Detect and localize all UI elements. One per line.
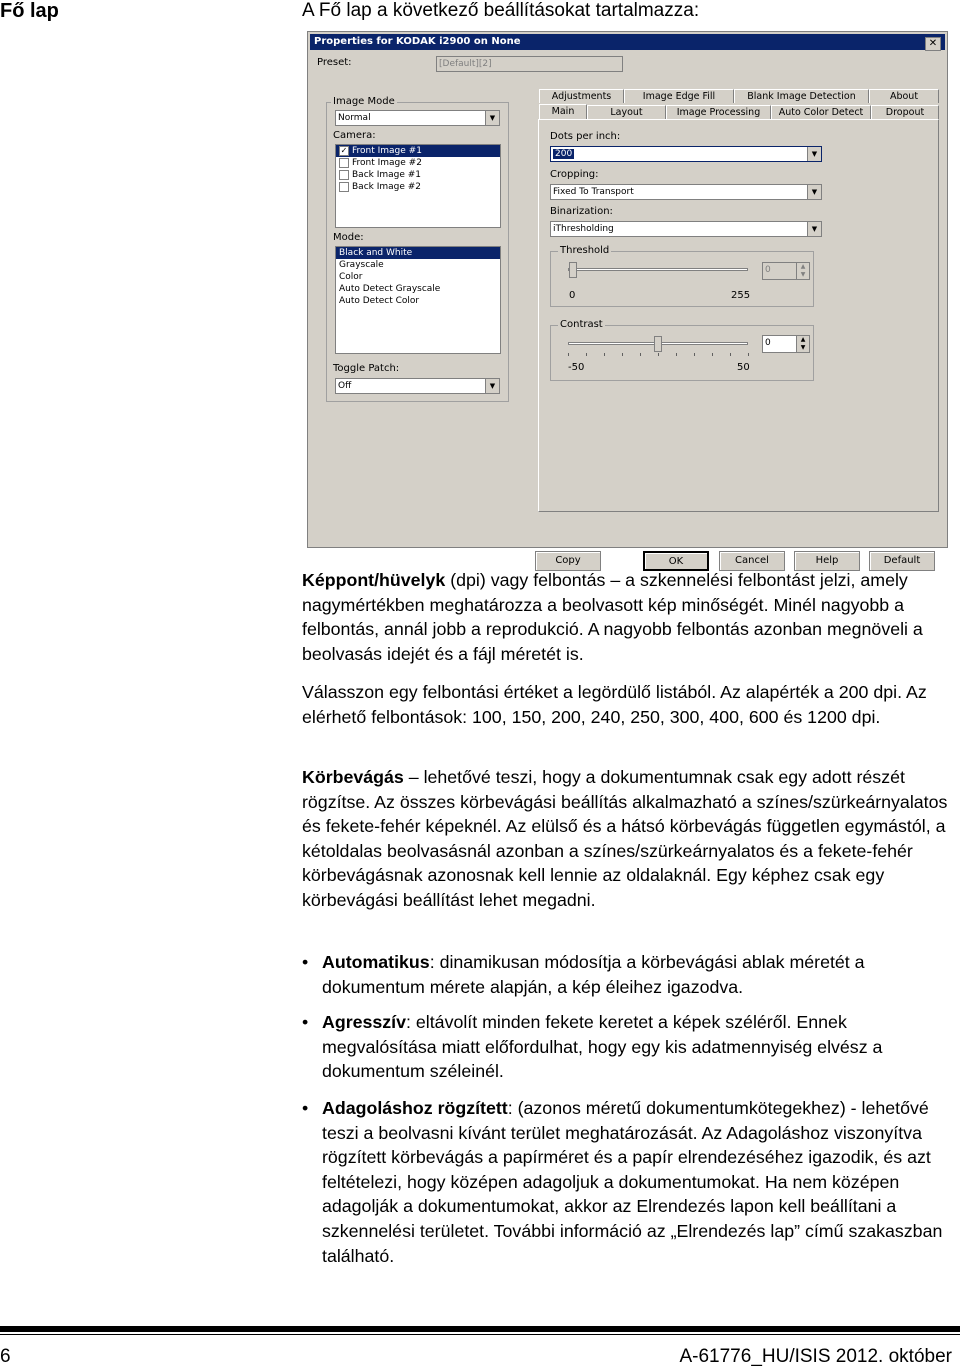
slider-tick <box>676 353 677 356</box>
image-mode-value: Normal <box>338 113 371 123</box>
document-id: A-61776_HU/ISIS 2012. október <box>679 1346 952 1367</box>
camera-item-label: Front Image #2 <box>352 158 422 168</box>
term-cropping: Körbevágás <box>302 767 404 787</box>
slider-tick <box>586 353 587 356</box>
tab-dropout[interactable]: Dropout <box>871 105 939 119</box>
chevron-down-icon[interactable]: ▼ <box>807 147 821 161</box>
slider-tick <box>712 353 713 356</box>
footer-rule <box>0 1326 960 1332</box>
tab-layout[interactable]: Layout <box>587 105 666 119</box>
paragraph-resolution-values: Válasszon egy felbontási értéket a legördülő listából. Az alapérték a 200 dpi. Az elérhető felbontások: 100, 150, 200, 240, 250, 300, 400, 600 és 1200 dpi. <box>302 682 927 727</box>
help-button[interactable]: Help <box>794 551 860 571</box>
toggle-patch-label: Toggle Patch: <box>333 363 400 374</box>
preset-label: Preset: <box>317 57 352 68</box>
cropping-value: Fixed To Transport <box>553 187 634 197</box>
slider-tick <box>640 353 641 356</box>
tab-about[interactable]: About <box>869 89 939 103</box>
contrast-max: 50 <box>737 362 750 373</box>
camera-label: Camera: <box>333 130 376 141</box>
spin-arrows-icon[interactable]: ▲ ▼ <box>796 263 809 279</box>
term-resolution: Képpont/hüvelyk <box>302 570 446 590</box>
cropping-label: Cropping: <box>550 169 599 180</box>
threshold-spinbox[interactable] <box>762 262 810 280</box>
slider-tick <box>622 353 623 356</box>
binarization-label: Binarization: <box>550 206 613 217</box>
aggressive-description: : eltávolít minden fekete keretet a képek széléről. Ennek megvalósítása miatt előfordulhat, hogy egy kis adatmennyiség elvész a dokumentum széleinél. <box>322 1012 883 1082</box>
paragraph-cropping <box>302 765 958 913</box>
fixed-to-transport-description: : (azonos méretű dokumentumkötegekhez) - lehetővé teszi a beolvasni kívánt terület meghatározását. Az Adagoláshoz viszonyítva rögzített körbevágás a papírméret és a papír elrendezéséhez igazodik, és azt feltételezi, hogy középen adagoljuk a dokumentumokat. Ha nem középen adagolják a dokumentumokat, akkor az Elrendezés lapon kell beállítani a szkennelési területet. További információ az „Elrendezés lap” című szakaszban található. <box>322 1098 943 1266</box>
preset-value: [Default][2] <box>439 59 492 69</box>
resolution-description: (dpi) vagy felbontás – a szkennelési felbontást jelzi, amely nagymértékben meghatározza a beolvasott kép minőségét. Minél nagyobb a felbontás, annál jobb a reprodukció. A nagyobb felbontás azonban megnöveli a beolvasás idejét és a fájl méretét is. <box>302 570 923 664</box>
slider-tick <box>748 353 749 356</box>
paragraph-resolution <box>302 568 958 666</box>
contrast-slider[interactable] <box>654 336 662 352</box>
spin-arrows-icon[interactable]: ▲ ▼ <box>796 336 809 352</box>
cancel-button[interactable]: Cancel <box>719 551 785 571</box>
main-tab-panel <box>307 31 948 567</box>
slider-tick <box>658 353 659 356</box>
slider-tick <box>568 353 569 356</box>
ok-button[interactable]: OK <box>643 551 709 571</box>
term-automatic: Automatikus <box>322 952 430 972</box>
bullet-fixed-to-transport <box>322 1096 958 1268</box>
tab-adjustments[interactable]: Adjustments <box>539 89 624 103</box>
section-title: Fő lap <box>0 0 59 22</box>
mode-item[interactable]: Black and White <box>336 247 500 259</box>
threshold-track <box>568 268 748 271</box>
toggle-patch-value: Off <box>338 381 352 391</box>
slider-tick <box>604 353 605 356</box>
mode-item[interactable]: Auto Detect Grayscale <box>339 284 441 294</box>
tab-auto-color-detect[interactable]: Auto Color Detect <box>771 105 871 119</box>
copy-button[interactable]: Copy <box>535 551 601 571</box>
contrast-spinbox[interactable] <box>762 335 810 353</box>
bullet-automatic <box>322 950 958 999</box>
bullet-marker: • <box>302 1098 309 1118</box>
tab-main[interactable]: Main <box>539 104 587 120</box>
checkbox-checked-icon[interactable]: ✓ <box>340 145 348 155</box>
bullet-marker: • <box>302 952 309 972</box>
cropping-description: – lehetővé teszi, hogy a dokumentumnak csak egy adott részét rögzítse. Az összes körbevágási beállítás alkalmazható a színes/szürkeárnyalatos és fekete-fehér képeknél. Az elülső és a hátsó körbevágás független egymástól, a kétoldalas beolvasásnál azonban a színes/szürkeárnyalatos és a fekete-fehér körbevágásnak azonosnak kell lennie az oldalaknál. Egy képhez csak egy körbevágási beállítást lehet megadni. <box>302 767 948 910</box>
threshold-slider[interactable] <box>569 262 577 278</box>
chevron-down-icon[interactable]: ▼ <box>807 222 821 236</box>
tab-blank-image-detection[interactable]: Blank Image Detection <box>734 89 869 103</box>
dpi-select[interactable] <box>550 146 822 162</box>
dialog-title: Properties for KODAK i2900 on None <box>314 36 521 47</box>
close-icon[interactable]: ✕ <box>925 37 941 51</box>
dpi-label: Dots per inch: <box>550 131 621 142</box>
contrast-label: Contrast <box>560 319 603 330</box>
mode-item[interactable]: Grayscale <box>339 260 384 270</box>
slider-tick <box>694 353 695 356</box>
camera-item-label: Back Image #1 <box>352 170 422 180</box>
footer-rule-thin <box>0 1334 960 1335</box>
bullet-marker: • <box>302 1012 309 1032</box>
chevron-down-icon[interactable]: ▼ <box>485 111 499 125</box>
image-mode-label: Image Mode <box>333 96 395 107</box>
automatic-description: : dinamikusan módosítja a körbevágási ablak méretét a dokumentum mérete alapján, a kép éleihez igazodva. <box>322 952 865 997</box>
term-fixed-to-transport: Adagoláshoz rögzített <box>322 1098 508 1118</box>
tab-image-processing[interactable]: Image Processing <box>666 105 771 119</box>
threshold-max: 255 <box>731 290 751 301</box>
mode-item[interactable]: Auto Detect Color <box>339 296 420 306</box>
camera-item-label: Front Image #1 <box>352 146 422 156</box>
threshold-label: Threshold <box>560 245 610 256</box>
camera-item-label: Back Image #2 <box>352 182 422 192</box>
threshold-value: 0 <box>765 265 771 275</box>
term-aggressive: Agresszív <box>322 1012 407 1032</box>
cropping-select[interactable] <box>550 184 822 200</box>
binarization-select[interactable] <box>550 221 822 237</box>
binarization-value: iThresholding <box>553 224 614 234</box>
mode-item[interactable]: Color <box>339 272 363 282</box>
page-number: 6 <box>0 1346 11 1367</box>
tab-image-edge-fill[interactable]: Image Edge Fill <box>624 89 734 103</box>
chevron-down-icon[interactable]: ▼ <box>807 185 821 199</box>
threshold-min: 0 <box>569 290 576 301</box>
contrast-value: 0 <box>765 338 771 348</box>
contrast-min: -50 <box>568 362 585 373</box>
intro-text: A Fő lap a következő beállításokat tartalmazza: <box>302 0 700 21</box>
slider-tick <box>730 353 731 356</box>
default-button[interactable]: Default <box>869 551 935 571</box>
contrast-group <box>550 325 814 381</box>
mode-label: Mode: <box>333 232 364 243</box>
chevron-down-icon[interactable]: ▼ <box>485 379 499 393</box>
dpi-value: 200 <box>555 149 573 159</box>
bullet-aggressive <box>322 1010 958 1084</box>
